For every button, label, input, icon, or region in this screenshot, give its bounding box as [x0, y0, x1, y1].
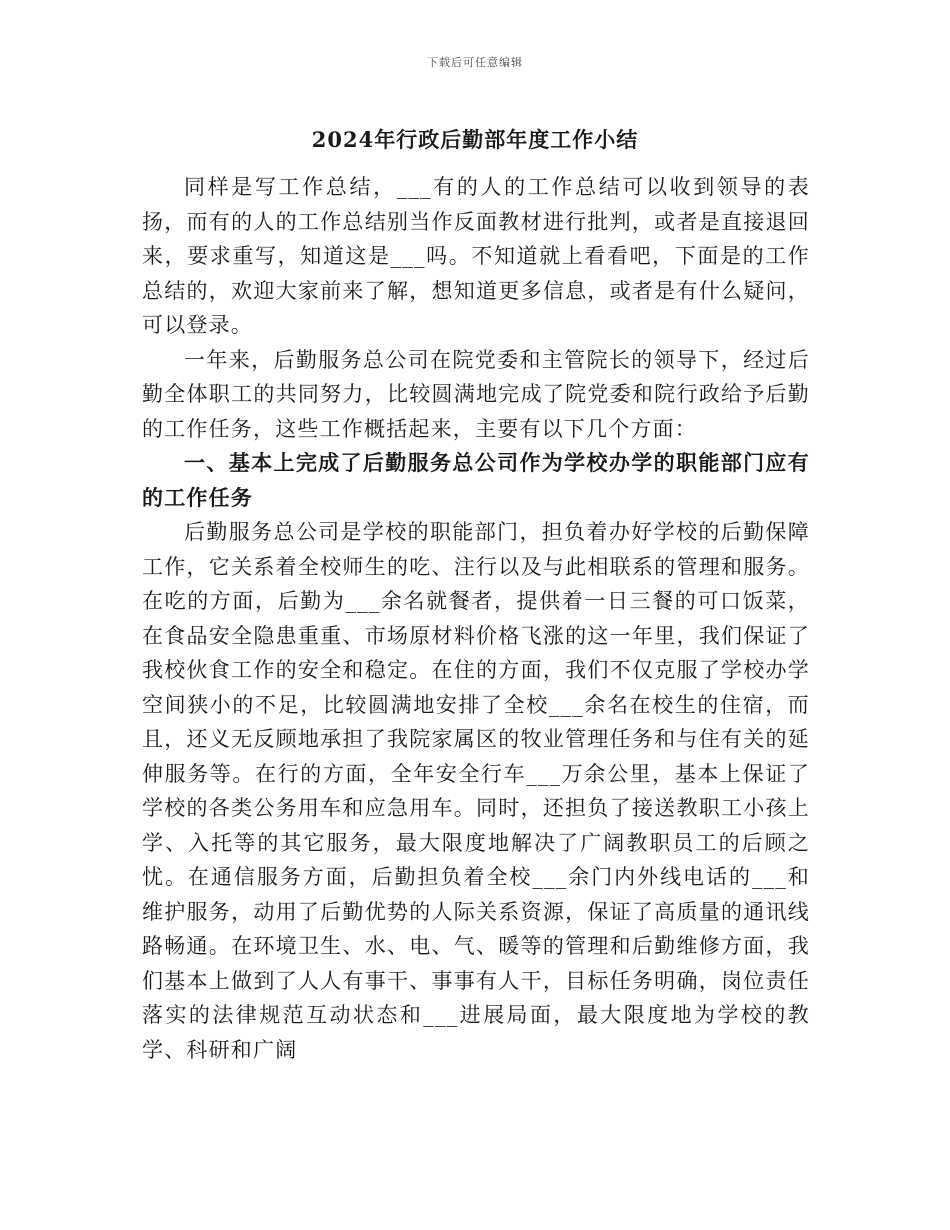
paragraph-overview: 一年来，后勤服务总公司在院党委和主管院长的领导下，经过后勤全体职工的共同努力，比较圆满地完成了院党委和院行政给予后勤的工作任务，这些工作概括起来，主要有以下几个方面：: [142, 347, 810, 441]
header-note: 下载后可任意编辑: [427, 56, 523, 69]
section-heading-1: 一、基本上完成了后勤服务总公司作为学校办学的职能部门应有的工作任务: [142, 450, 810, 510]
document-title: 2024年行政后勤部年度工作小结: [311, 127, 639, 152]
paragraph-section-1: 后勤服务总公司是学校的职能部门，担负着办好学校的后勤保障工作，它关系着全校师生的吃、注行以及与此相联系的管理和服务。在吃的方面，后勤为___余名就餐者，提供着一日三餐的可口饭菜，在食品安全隐患重重、市场原材料价格飞涨的这一年里，我们保证了我校伙食工作的安全和稳定。在住的方面，我们不仅克服了学校办学空间狭小的不足，比较圆满地安排了全校___余名在校生的住宿，而且，还义无反顾地承担了我院家属区的牧业管理任务和与住有关的延伸服务等。在行的方面，全年安全行车___万余公里，基本上保证了学校的各类公务用车和应急用车。同时，还担负了接送教职工小孩上学、入托等的其它服务，最大限度地解决了广阔教职员工的后顾之忧。在通信服务方面，后勤担负着全校___余门内外线电话的___和维护服务，动用了后勤优势的人际关系资源，保证了高质量的通讯线路畅通。在环境卫生、水、电、气、暖等的管理和后勤维修方面，我们基本上做到了人人有事干、事事有人干，目标任务明确，岗位责任落实的法律规范互动状态和___进展局面，最大限度地为学校的教学、科研和广阔: [142, 520, 810, 1062]
paragraph-intro: 同样是写工作总结，___有的人的工作总结可以收到领导的表扬，而有的人的工作总结别当作反面教材进行批判，或者是直接退回来，要求重写，知道这是___吗。不知道就上看看吧，下面是的工作总结的，欢迎大家前来了解，想知道更多信息，或者是有什么疑问，可以登录。: [142, 175, 810, 337]
document-body: [142, 170, 810, 1067]
